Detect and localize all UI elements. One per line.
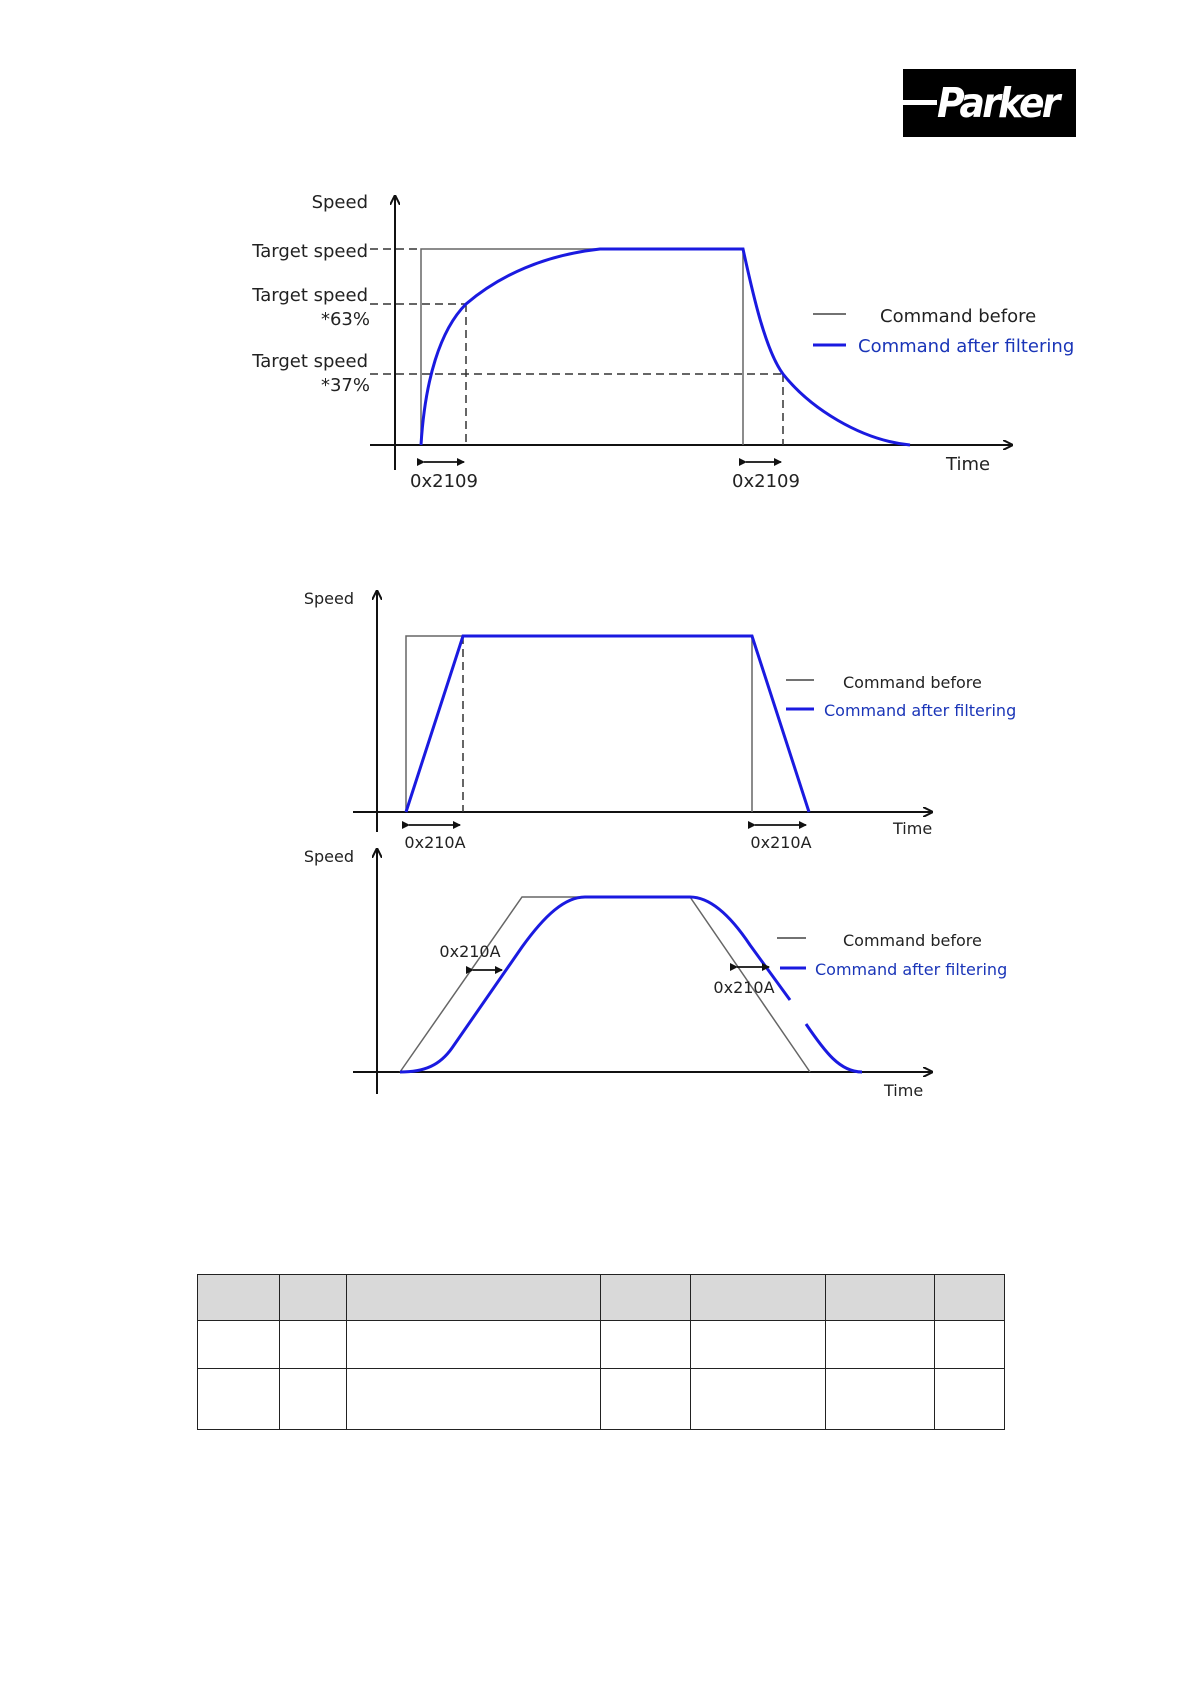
parameter-table — [197, 1274, 1005, 1430]
f1-x-axis-label: Time — [946, 454, 991, 475]
f3-x-axis-label: Time — [884, 1081, 924, 1100]
f2-x-axis-label: Time — [893, 819, 933, 838]
table-cell — [280, 1369, 347, 1430]
f1-y-axis-label: Speed — [311, 192, 368, 213]
table-cell — [601, 1369, 691, 1430]
table-header-cell — [347, 1275, 601, 1321]
table-cell — [347, 1369, 601, 1430]
table-cell — [826, 1369, 935, 1430]
f3-legend-before-label: Command before — [843, 931, 982, 950]
f3-y-axis-label: Speed — [303, 847, 354, 866]
table-header-cell — [826, 1275, 935, 1321]
table-cell — [935, 1369, 1005, 1430]
f1-37-label-1: Target speed — [252, 351, 368, 372]
f1-37-label-2: *37% — [320, 375, 370, 396]
f1-63-label-2: *63% — [320, 309, 370, 330]
table-header-cell — [691, 1275, 826, 1321]
table-header-cell — [280, 1275, 347, 1321]
f1-target-label: Target speed — [252, 241, 368, 262]
f3-command-after-tail — [806, 1024, 862, 1072]
f1-legend-before-label: Command before — [880, 306, 1037, 327]
table-header-row — [198, 1275, 1005, 1321]
logo-text: Parker — [937, 79, 1058, 127]
f2-tc-label-right: 0x210A — [750, 833, 812, 852]
table-cell — [826, 1321, 935, 1369]
table-cell — [347, 1321, 601, 1369]
table-cell — [280, 1321, 347, 1369]
table-cell — [935, 1321, 1005, 1369]
f2-y-axis-label: Speed — [303, 589, 354, 608]
f3-legend-after-label: Command after filtering — [815, 960, 1008, 979]
f2-legend-after-label: Command after filtering — [824, 701, 1017, 720]
f1-tc-label-right: 0x2109 — [732, 471, 800, 492]
f3-tc-label-right: 0x210A — [713, 978, 775, 997]
table-header-cell — [601, 1275, 691, 1321]
table-header-cell — [198, 1275, 280, 1321]
f1-tc-label-left: 0x2109 — [410, 471, 478, 492]
table-row — [198, 1321, 1005, 1369]
table-cell — [198, 1369, 280, 1430]
table-cell — [691, 1369, 826, 1430]
f3-tc-label-left: 0x210A — [439, 942, 501, 961]
f1-legend-after-label: Command after filtering — [858, 336, 1075, 357]
table-row — [198, 1369, 1005, 1430]
table-cell — [691, 1321, 826, 1369]
table-cell — [601, 1321, 691, 1369]
table-header-cell — [935, 1275, 1005, 1321]
f2-tc-label-left: 0x210A — [404, 833, 466, 852]
f2-legend-before-label: Command before — [843, 673, 982, 692]
f1-63-label-1: Target speed — [252, 285, 368, 306]
table-cell — [198, 1321, 280, 1369]
